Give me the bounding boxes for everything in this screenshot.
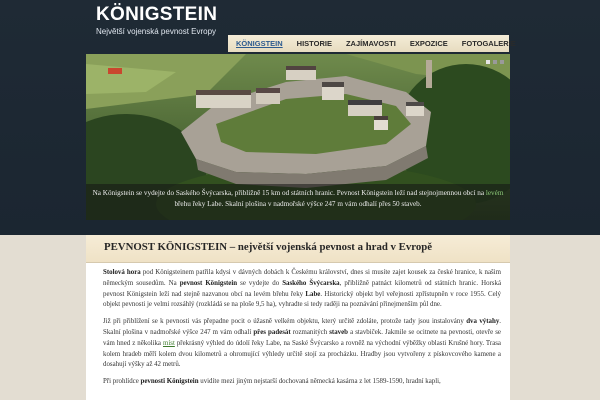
slide-dot[interactable]: [486, 60, 490, 64]
caption-link[interactable]: levém: [485, 189, 504, 197]
hero-slideshow: [86, 54, 510, 220]
paragraph-1: Stolová hora pod Königsteinem patřila kdysi v dávných dobách k Českému království, dnes si musíte zajet kousek za české hranice, k našim německým sousedům. Na pevnost Königstein se vydejte do Saského Švýcarska, přibližně patnáct kilometrů od státních hranic. Horská pevnost Königstein leží nad stejně nazvanou obcí na levém břehu řeky Labe. Historický objekt byl veřejnosti zpřístupněn v roce 1955. Celý objekt pevnosti je velmi rozsáhlý (rozkládá se na ploše 9,5 ha), vyhradte si tedy raději na poznávání přinejmenším půl dne.: [103, 269, 501, 309]
nav-item-konigstein[interactable]: KÖNIGSTEIN: [236, 39, 283, 48]
nav-item-fotogalerie[interactable]: FOTOGALERIE: [461, 39, 516, 48]
nav-item-expozice[interactable]: EXPOZICE: [409, 39, 448, 48]
nav-item-historie[interactable]: HISTORIE: [296, 39, 332, 48]
article-text: [86, 268, 510, 388]
content-title-bar: [86, 235, 510, 263]
site-tagline: Největší vojenská pevnost Evropy: [96, 27, 217, 36]
slide-indicators: [486, 60, 504, 64]
site-logo[interactable]: KÖNIGSTEIN: [96, 4, 218, 25]
hero-caption: Na Königstein se vydejte do Saského Švýcarska, přibližně 15 km od státních hranic. Pevnost Königstein leží nad stejnojmennou obcí na levém břehu řeky Labe. Skalní plošina v nadmořské výšce 247 m vám odhalí přes 50 staveb.: [86, 184, 510, 220]
main-nav: [228, 35, 516, 52]
page-title: PEVNOST KÖNIGSTEIN – největší vojenská pevnost a hrad v Evropě: [104, 241, 433, 253]
slide-dot[interactable]: [500, 60, 504, 64]
main-content: [86, 235, 510, 400]
slide-dot[interactable]: [493, 60, 497, 64]
paragraph-2: Již při přiblížení se k pevnosti vás přepadne pocit o úžasně velkém objektu, který určitě zdoláte, protože tady jsou instalovány dva výtahy. Skalní plošina v nadmořské výšce 247 m vám odhalí přes padesát rozmanitých staveb a stavbiček. Jakmile se ocitnete na pevnosti, otevře se vám hned z několika míst překrásný výhled do údolí řeky Labe, na Saské Švýcarsko a rovněž na východní výběžky oblasti Krušné hory. Trasa kolem hradeb měří kolem dvou kilometrů a ohromující výhledy určitě stojí za procházku. Hradby jsou vytvořeny z pískovcového kamene a dosahují výšky až 42 metrů.: [103, 318, 501, 369]
paragraph-3: Při prohlídce pevnosti Königstein uvidíte mezi jiným nejstarší dochovaná německá kasárna z let 1589-1590, hradní kapli,: [103, 378, 441, 386]
nav-item-zajimavosti[interactable]: ZAJÍMAVOSTI: [345, 39, 396, 48]
text-link-mist[interactable]: míst: [162, 339, 175, 347]
